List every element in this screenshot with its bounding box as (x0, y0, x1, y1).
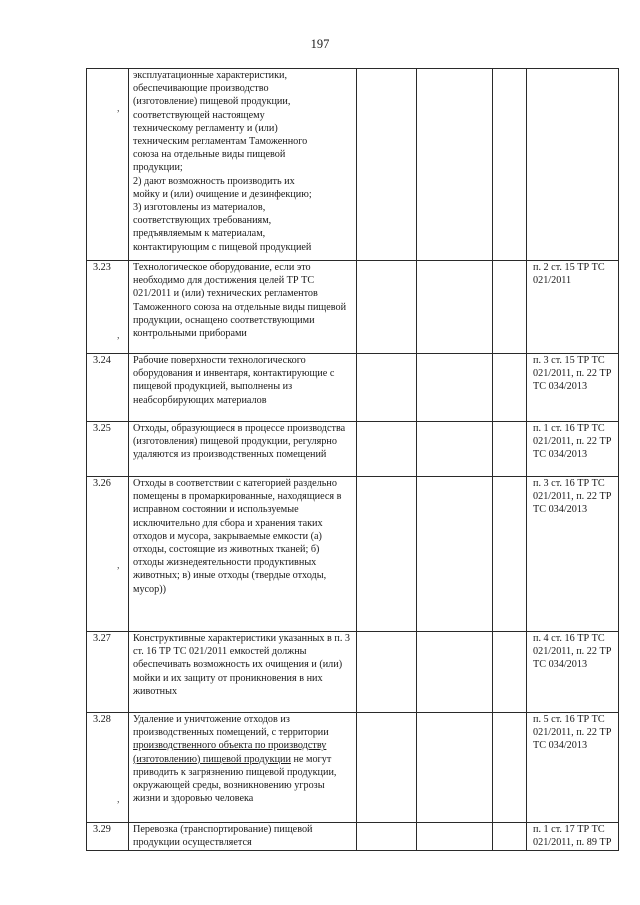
reference-line: п. 1 ст. 17 ТР ТС (533, 824, 605, 835)
margin-mark: , (117, 330, 120, 341)
row-number: 3.25 (93, 423, 111, 434)
empty-cell (493, 713, 527, 823)
reference-cell (527, 69, 619, 261)
requirement-cell: Перевозка (транспортирование) пищевой продукции осуществляется (129, 823, 357, 851)
text-line: союза на отдельные виды пищевой (133, 149, 286, 161)
empty-cell (357, 477, 417, 632)
table-row (87, 477, 619, 632)
text-line: продукции; (133, 162, 183, 174)
text-line: мойку и (или) очищение и дезинфекцию; (133, 188, 312, 200)
reference-cell (527, 422, 619, 477)
reference-cell (527, 477, 619, 632)
text-line: 2) дают возможность производить их (133, 175, 295, 187)
empty-cell (417, 477, 493, 632)
row-number-cell (87, 354, 129, 422)
empty-cell (417, 823, 493, 851)
row-number-cell (87, 477, 129, 632)
reference-line: ТС 034/2013 (533, 740, 588, 752)
empty-cell (357, 261, 417, 354)
table-row (87, 713, 619, 823)
requirement-cell (129, 713, 357, 823)
reference-line: ТС 034/2013 (533, 381, 588, 393)
reference-line: 021/2011, п. 22 ТР (533, 436, 612, 448)
text-line: (изготовление) пищевой продукции, (133, 96, 291, 108)
row-number: 3.23 (93, 262, 111, 273)
margin-mark: , (117, 794, 120, 805)
row-number-cell (87, 713, 129, 823)
table-row (87, 422, 619, 477)
empty-cell (357, 632, 417, 713)
row-number: 3.29 (93, 824, 111, 835)
requirement-cell: Рабочие поверхности технологического оборудования и инвентаря, контактирующие с пищевой продукцией, выполнены из неабсорбирующих материалов (129, 354, 357, 422)
text-line: предъявляемым к материалам, (133, 228, 266, 240)
empty-cell (493, 477, 527, 632)
requirement-text: не могут приводить к загрязнению пищевой продукции, окружающей среды, возникновению угрозы жизни и здоровью человека (133, 753, 337, 805)
text-line: контактирующим с пищевой продукцией (133, 241, 312, 253)
row-number: 3.26 (93, 478, 111, 489)
text-line: соответствующих требованиям, (133, 215, 272, 227)
page-number: 197 (310, 37, 330, 51)
text-line: техническому регламенту и (или) (133, 122, 278, 134)
empty-cell (357, 354, 417, 422)
reference-line: ТС 034/2013 (533, 504, 588, 516)
reference-line: 021/2011 (533, 275, 572, 287)
reference-line: 021/2011, п. 89 ТР (533, 837, 612, 849)
text-line: соответствующей настоящему (133, 109, 265, 121)
requirement-cell (129, 69, 357, 261)
reference-line: ТС 034/2013 (533, 449, 588, 461)
text-line: эксплуатационные характеристики, (133, 70, 288, 81)
table-row (87, 354, 619, 422)
row-number-cell (87, 261, 129, 354)
empty-cell (417, 632, 493, 713)
empty-cell (493, 632, 527, 713)
text-line: обеспечивающие производство (133, 83, 269, 95)
reference-line: п. 3 ст. 16 ТР ТС (533, 478, 605, 489)
reference-line: ТС 034/2013 (533, 659, 588, 671)
reference-line: п. 5 ст. 16 ТР ТС (533, 714, 605, 725)
empty-cell (357, 69, 417, 261)
requirement-cell: Отходы, образующиеся в процессе производства (изготовления) пищевой продукции, регулярно удаляются из производственных помещений (129, 422, 357, 477)
empty-cell (493, 823, 527, 851)
reference-cell (527, 713, 619, 823)
reference-cell (527, 823, 619, 851)
reference-line: п. 2 ст. 15 ТР ТС (533, 262, 605, 273)
reference-cell (527, 632, 619, 713)
underlined-text: производственного объекта по производству (изготовлению) пищевой продукции (133, 740, 327, 765)
empty-cell (417, 261, 493, 354)
row-number: 3.24 (93, 355, 111, 366)
empty-cell (493, 422, 527, 477)
table-row (87, 69, 619, 261)
text-line: 3) изготовлены из материалов, (133, 202, 266, 214)
reference-line: 021/2011, п. 22 ТР (533, 368, 612, 380)
requirement-cell: Технологическое оборудование, если это необходимо для достижения целей ТР ТС 021/2011 и (или) технических регламентов Таможенного союза на отдельные виды пищевой продукции, оснащено соответствующими контрольными приборами (129, 261, 357, 354)
empty-cell (493, 69, 527, 261)
reference-line: п. 1 ст. 16 ТР ТС (533, 423, 605, 434)
reference-line: 021/2011, п. 22 ТР (533, 491, 612, 503)
reference-line: п. 4 ст. 16 ТР ТС (533, 633, 605, 644)
empty-cell (493, 354, 527, 422)
requirement-text: Удаление и уничтожение отходов из производственных помещений, с территории (133, 714, 329, 739)
reference-line: 021/2011, п. 22 ТР (533, 727, 612, 739)
reference-line: п. 3 ст. 15 ТР ТС (533, 355, 605, 366)
reference-cell (527, 354, 619, 422)
row-number-cell (87, 422, 129, 477)
margin-mark: , (117, 560, 120, 571)
empty-cell (357, 823, 417, 851)
requirement-cell: Конструктивные характеристики указанных в п. 3 ст. 16 ТР ТС 021/2011 емкостей должны обеспечивать возможность их очищения и (или) мойки и их защиту от проникновения в них животных (129, 632, 357, 713)
reference-cell (527, 261, 619, 354)
row-number: 3.27 (93, 633, 111, 644)
margin-mark: , (117, 103, 120, 114)
requirement-cell: Отходы в соответствии с категорией раздельно помещены в промаркированные, находящиеся в исправном состоянии и используемые исключительно для сбора и хранения таких отходов и мусора, закрываемые емкости (а) отходы, состоящие из животных тканей; б) отходы жизнедеятельности продуктивных животных; в) иные отходы (твердые отходы, мусор)) (129, 477, 357, 632)
checklist-table (86, 68, 619, 851)
empty-cell (417, 713, 493, 823)
empty-cell (357, 422, 417, 477)
row-number-cell (87, 632, 129, 713)
table-row (87, 823, 619, 851)
empty-cell (417, 354, 493, 422)
empty-cell (493, 261, 527, 354)
row-number-cell (87, 69, 129, 261)
empty-cell (417, 69, 493, 261)
empty-cell (417, 422, 493, 477)
reference-line: 021/2011, п. 22 ТР (533, 646, 612, 658)
empty-cell (357, 713, 417, 823)
text-line: техническим регламентам Таможенного (133, 136, 308, 148)
row-number: 3.28 (93, 714, 111, 725)
table-row (87, 261, 619, 354)
table-row (87, 632, 619, 713)
row-number-cell (87, 823, 129, 851)
